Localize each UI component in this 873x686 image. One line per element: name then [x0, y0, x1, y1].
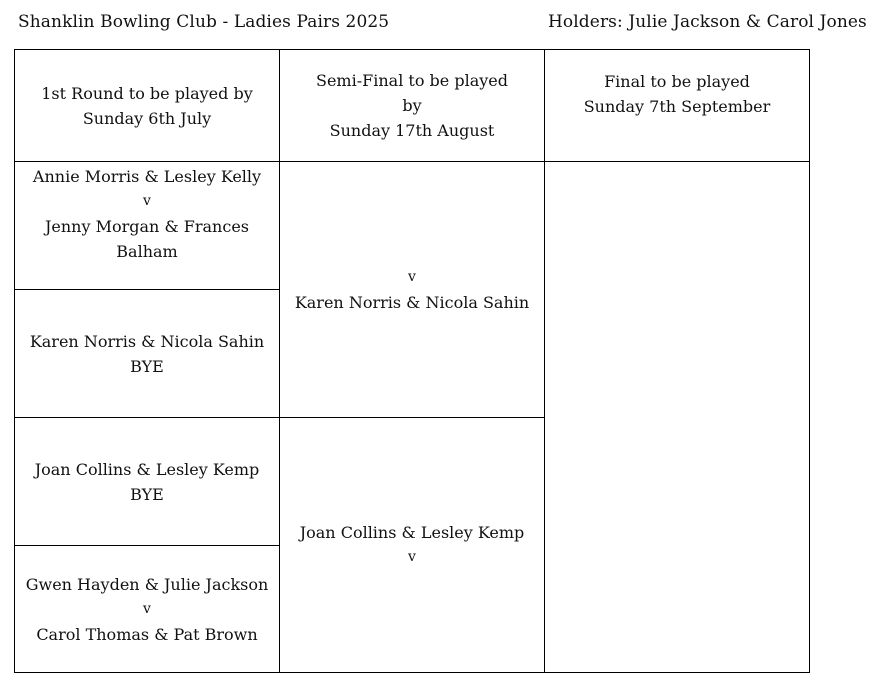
- round1-match-4: Gwen Hayden & Julie Jackson v Carol Thomas & Pat Brown: [25, 574, 269, 644]
- page-title: Shanklin Bowling Club - Ladies Pairs 2025: [18, 12, 390, 32]
- final-header: Final to be played Sunday 7th September: [583, 72, 771, 116]
- semi-final-header: Semi-Final to be played by Sunday 17th August: [316, 71, 508, 140]
- table-border-bottom: [14, 672, 810, 673]
- final-match: [545, 162, 809, 672]
- round1-header: 1st Round to be played by Sunday 6th July: [41, 83, 253, 128]
- semi-final-match-1: v Karen Norris & Nicola Sahin: [294, 268, 530, 312]
- round1-match-3: Joan Collins & Lesley Kemp BYE: [34, 459, 260, 504]
- round1-match-1: Annie Morris & Lesley Kelly v Jenny Morgan & Frances Balham: [32, 167, 262, 261]
- holders-text: Holders: Julie Jackson & Carol Jones: [548, 12, 867, 32]
- round1-match-2: Karen Norris & Nicola Sahin BYE: [29, 331, 265, 376]
- semi-final-match-2: Joan Collins & Lesley Kemp v: [299, 523, 525, 565]
- table-border-right: [809, 49, 810, 673]
